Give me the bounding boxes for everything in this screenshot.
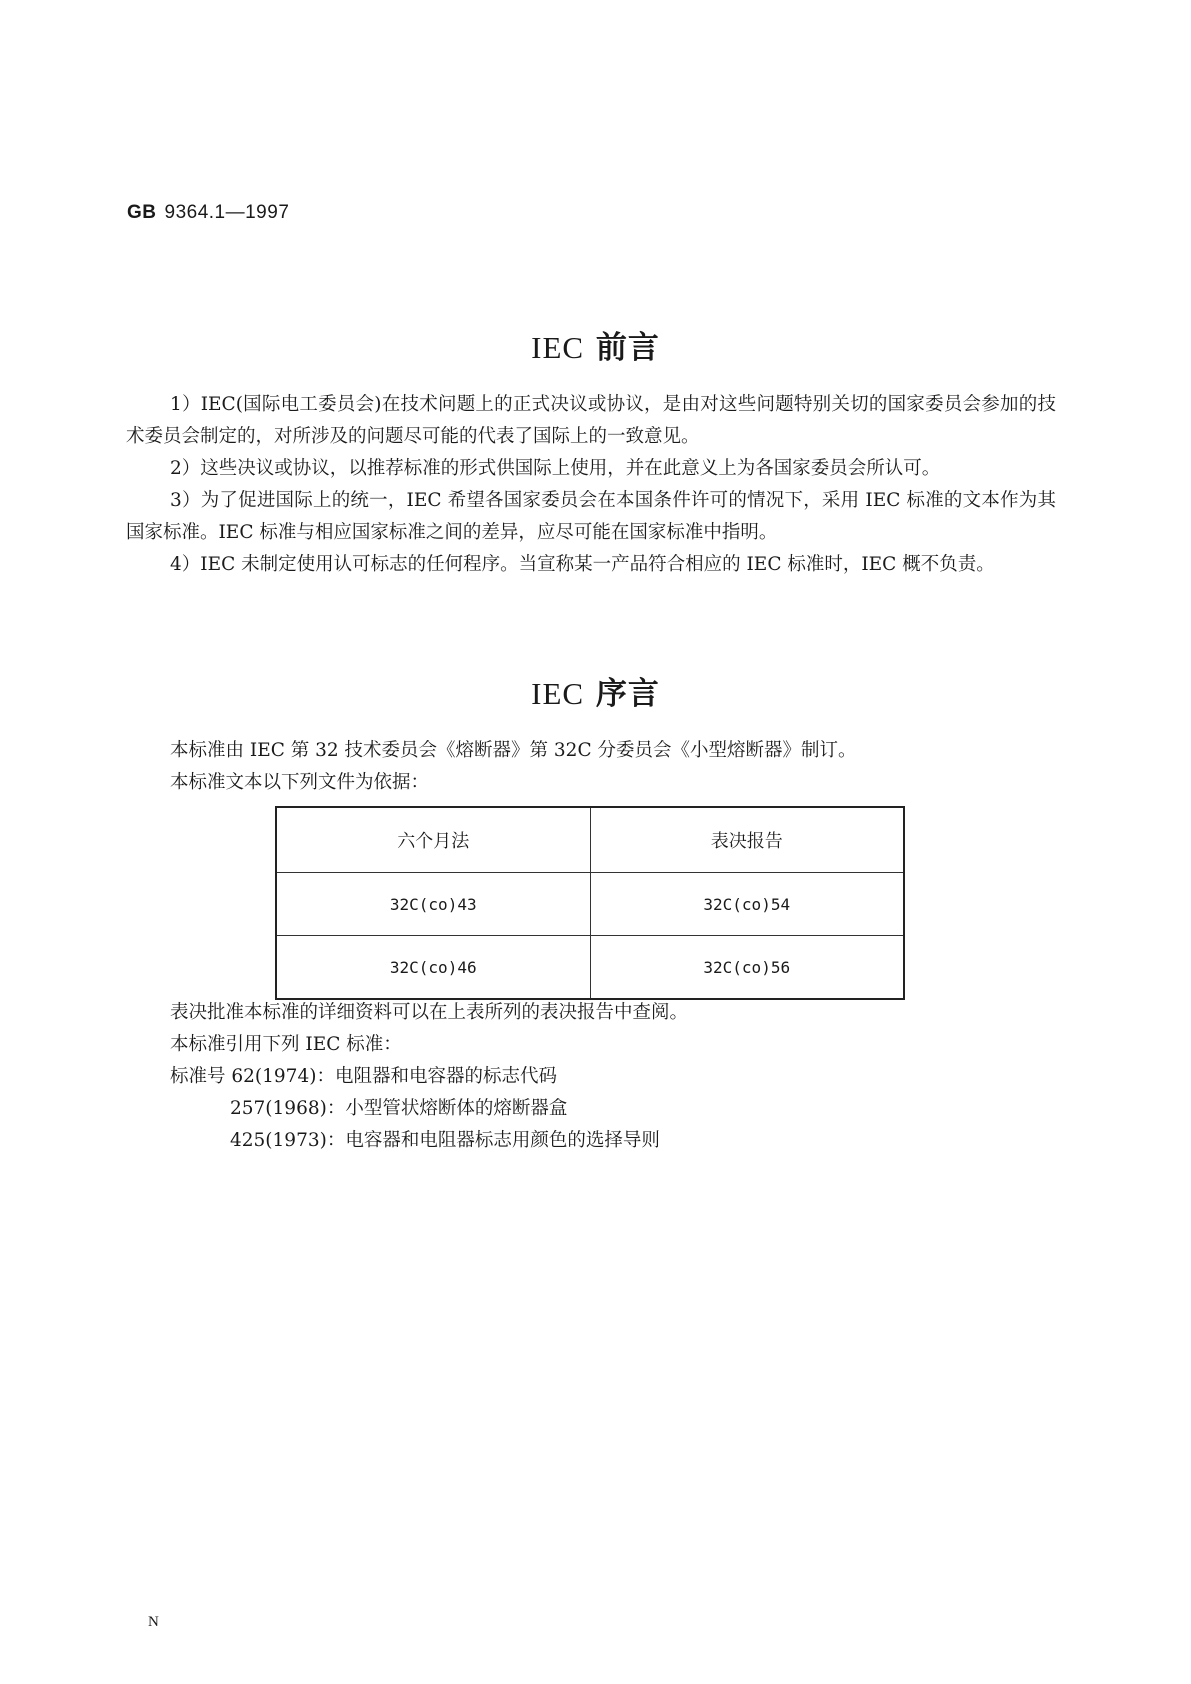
ref-item: 257(1968)：小型管状熔断体的熔断器盒 [230, 1098, 568, 1119]
preface-title [0, 668, 1191, 713]
ref-item: 标准号 62(1974)：电阻器和电容器的标志代码 [170, 1066, 557, 1087]
foreword-title-cn: 前言 [595, 330, 660, 366]
standard-id [127, 202, 289, 224]
table-header-cell: 表决报告 [590, 807, 904, 873]
table-row [276, 936, 904, 1000]
foreword-title-latin: IEC [531, 330, 585, 365]
table-cell: 32C(co)54 [590, 873, 904, 936]
table-cell: 32C(co)46 [276, 936, 590, 1000]
foreword-item-3: 3）为了促进国际上的统一，IEC 希望各国家委员会在本国条件许可的情况下，采用 IEC 标准的文本作为其国家标准。IEC 标准与相应国家标准之间的差异，应尽可能在国家标准中指明。 [126, 490, 1056, 543]
foreword-item-2: 2）这些决议或协议，以推荐标准的形式供国际上使用，并在此意义上为各国家委员会所认可。 [170, 458, 941, 479]
preface-title-latin: IEC [531, 676, 585, 711]
table-header-row [276, 807, 904, 873]
ref-item: 425(1973)：电容器和电阻器标志用颜色的选择导则 [230, 1130, 660, 1151]
standard-prefix: GB [127, 202, 157, 223]
foreword-title [0, 322, 1191, 367]
table-header-cell: 六个月法 [276, 807, 590, 873]
preface-title-cn: 序言 [595, 676, 660, 712]
basis-table [275, 806, 905, 1000]
foreword-item-1: 1）IEC(国际电工委员会)在技术问题上的正式决议或协议，是由对这些问题特别关切的国家委员会参加的技术委员会制定的，对所涉及的问题尽可能的代表了国际上的一致意见。 [126, 394, 1056, 447]
preface-intro-1: 本标准由 IEC 第 32 技术委员会《熔断器》第 32C 分委员会《小型熔断器》制订。 [170, 740, 857, 761]
refs-intro: 本标准引用下列 IEC 标准： [170, 1034, 402, 1055]
table-row [276, 873, 904, 936]
table-cell: 32C(co)43 [276, 873, 590, 936]
standard-number: 9364.1—1997 [164, 202, 290, 223]
table-cell: 32C(co)56 [590, 936, 904, 1000]
after-table-note: 表决批准本标准的详细资料可以在上表所列的表决报告中查阅。 [170, 1002, 689, 1023]
page-mark: N [148, 1614, 159, 1630]
foreword-body [126, 389, 1056, 581]
foreword-item-4: 4）IEC 未制定使用认可标志的任何程序。当宣称某一产品符合相应的 IEC 标准时，IEC 概不负责。 [170, 554, 995, 575]
preface-intro-2: 本标准文本以下列文件为依据： [170, 772, 430, 793]
